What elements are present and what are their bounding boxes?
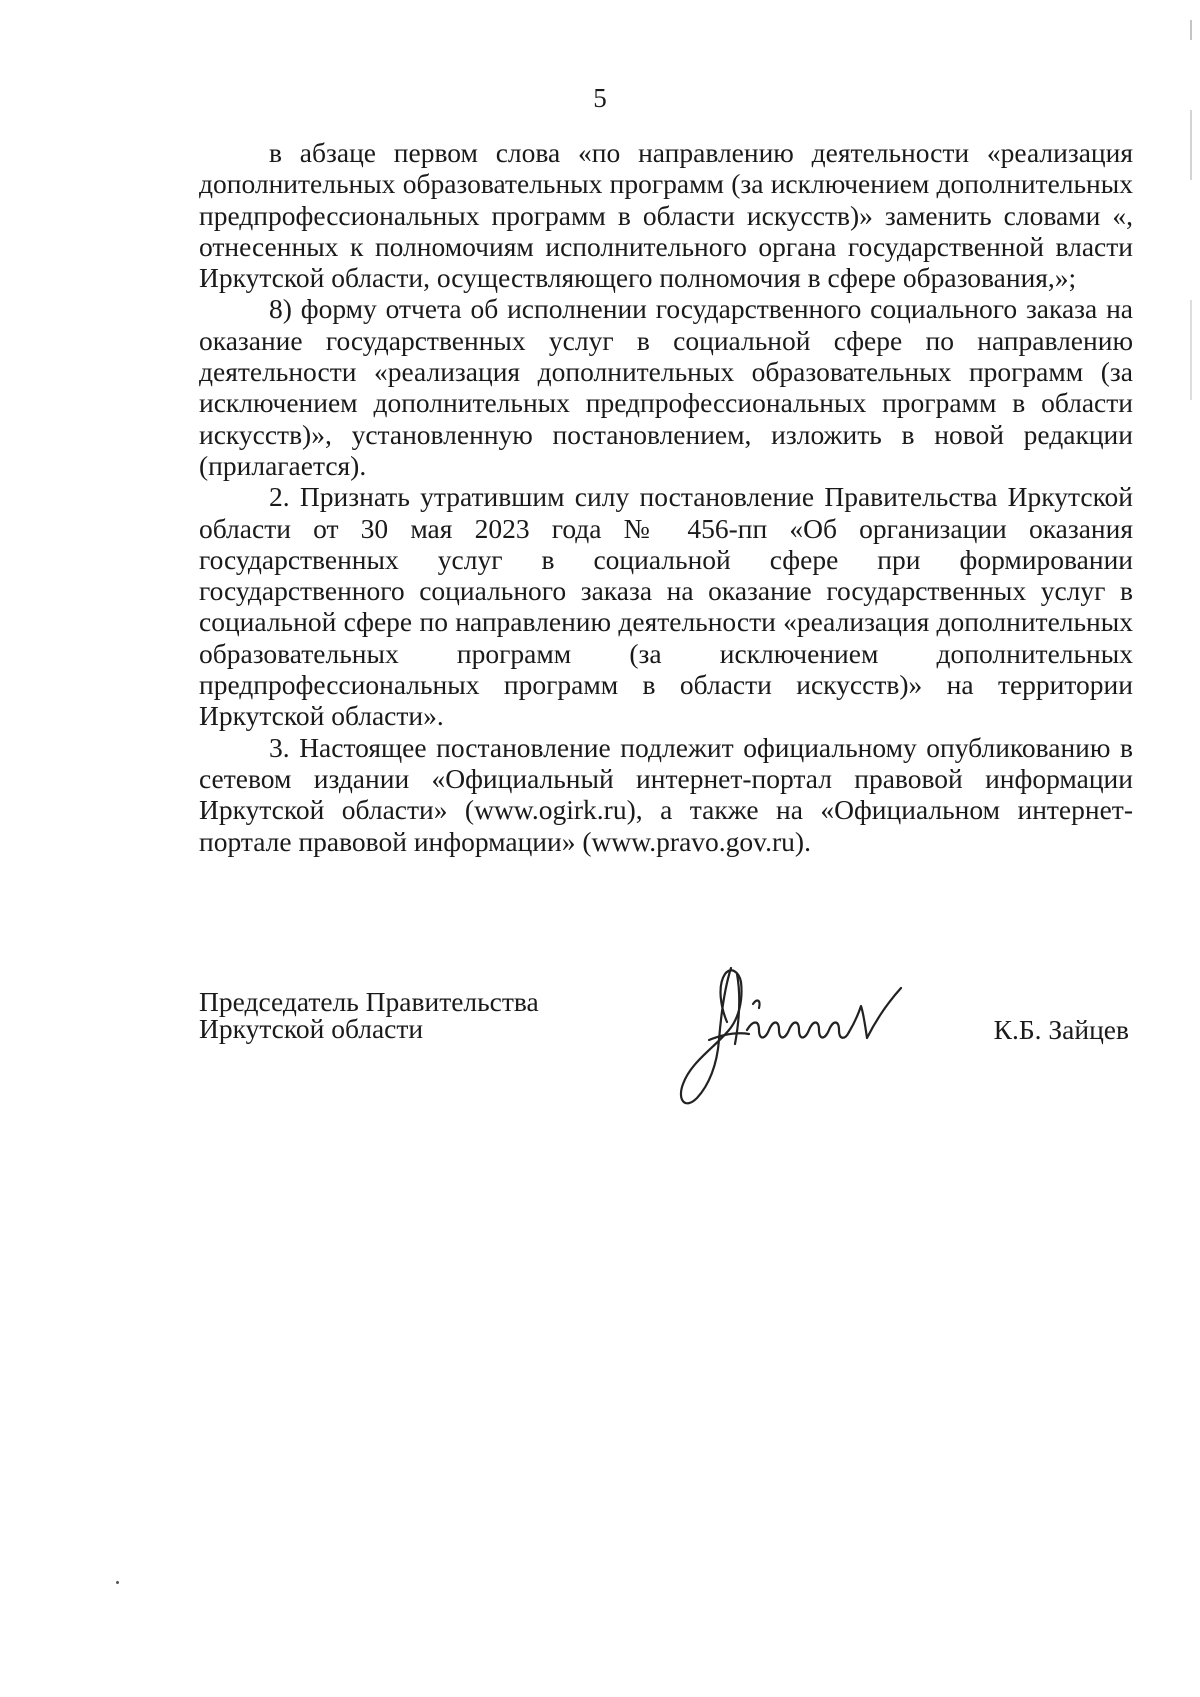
paragraph-item-8-report-form: 8) форму отчета об исполнении государственного социального заказа на оказание государственных услуг в социальной сфере по направлению деятельности «реализация дополнительных образовательных программ (за исключением дополнительных предпрофессиональных программ в области искусств)», установленную постановлением, изложить в новой редакции (прилагается). — [199, 293, 1133, 481]
signer-name: К.Б. Зайцев — [993, 1014, 1129, 1045]
paragraph-item-2-repeal: 2. Признать утратившим силу постановление Правительства Иркутской области от 30 мая 2023 года № 456-пп «Об организации оказания государственных услуг в социальной сфере при формировании государственного социального заказа на оказание государственных услуг в социальной сфере по направлению деятельности «реализация дополнительных образовательных программ (за исключением дополнительных предпрофессиональных программ в области искусств)» на территории Иркутской области». — [199, 481, 1133, 732]
handwritten-signature-icon — [669, 960, 929, 1120]
signer-position — [199, 988, 539, 1042]
scan-edge-line-icon — [1190, 0, 1192, 420]
signer-position-line-1: Председатель Правительства — [199, 986, 539, 1017]
paragraph-amendment-first-abzac: в абзаце первом слова «по направлению деятельности «реализация дополнительных образовательных программ (за исключением дополнительных предпрофессиональных программ в области искусств)» заменить словами «, отнесенных к полномочиям исполнительного органа государственной власти Иркутской области, осуществляющего полномочия в сфере образования,»; — [199, 137, 1133, 294]
signature-block — [199, 988, 1133, 1128]
page-number: 5 — [593, 83, 607, 113]
scan-speck-icon — [116, 1581, 119, 1584]
document-body — [199, 137, 1133, 857]
signer-position-line-2: Иркутской области — [199, 1013, 424, 1044]
paragraph-item-3-publication: 3. Настоящее постановление подлежит официальному опубликованию в сетевом издании «Официальный интернет-портал правовой информации Иркутской области» (www.ogirk.ru), а также на «Официальном интернет-портале правовой информации» (www.pravo.gov.ru). — [199, 731, 1133, 857]
